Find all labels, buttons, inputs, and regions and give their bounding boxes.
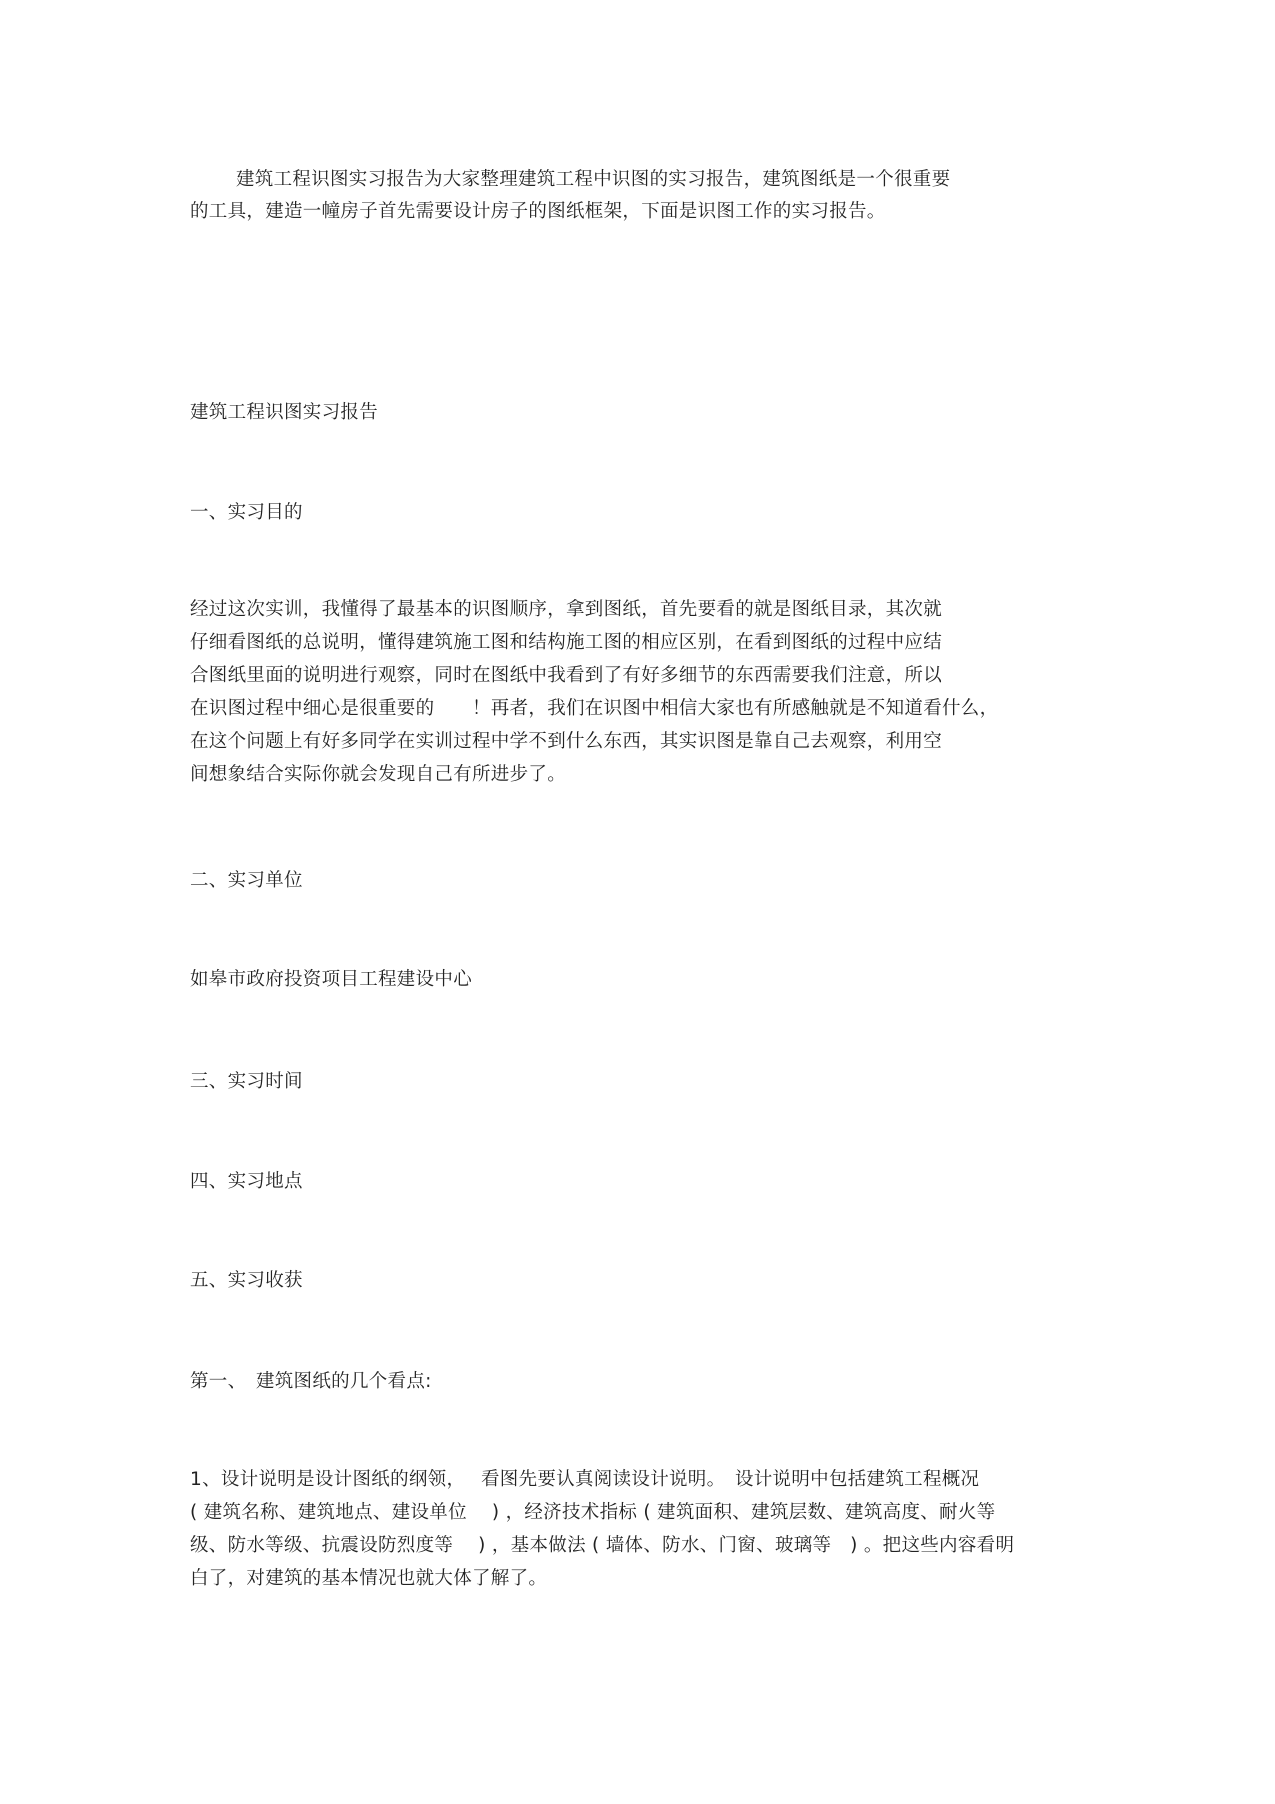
section-1-line-4: 在识图过程中细心是很重要的 ！再者，我们在识图中相信大家也有所感触就是不知道看什么，	[190, 698, 999, 719]
item-1-line-4: 白了，对建筑的基本情况也就大体了解了。	[190, 1568, 548, 1589]
item-1-line-3: 级、防水等级、抗震设防烈度等 ) ，基本做法 ( 墙体、防水、门窗、玻璃等 ) 。把这些内容看明	[190, 1535, 1015, 1556]
intro-line-2: 的工具，建造一幢房子首先需要设计房子的图纸框架，下面是识图工作的实习报告。	[190, 201, 886, 222]
section-3-heading: 三、实习时间	[190, 1071, 303, 1092]
intro-line-1: 建筑工程识图实习报告为大家整理建筑工程中识图的实习报告，建筑图纸是一个很重要	[236, 169, 951, 190]
part-1-heading: 第一、 建筑图纸的几个看点:	[190, 1371, 432, 1392]
section-4-heading: 四、实习地点	[190, 1171, 303, 1192]
section-1-line-3: 合图纸里面的说明进行观察，同时在图纸中我看到了有好多细节的东西需要我们注意，所以	[190, 665, 943, 686]
section-2-body: 如皋市政府投资项目工程建设中心	[190, 969, 473, 990]
item-1-line-2: ( 建筑名称、建筑地点、建设单位 ) ，经济技术指标 ( 建筑面积、建筑层数、建筑高度、耐火等	[190, 1502, 996, 1523]
section-1-line-5: 在这个问题上有好多同学在实训过程中学不到什么东西，其实识图是靠自己去观察，利用空	[190, 731, 943, 752]
document-title: 建筑工程识图实习报告	[190, 402, 379, 423]
item-1-line-1: 1、设计说明是设计图纸的纲领， 看图先要认真阅读设计说明。 设计说明中包括建筑工程概况	[190, 1469, 980, 1490]
section-1-line-2: 仔细看图纸的总说明，懂得建筑施工图和结构施工图的相应区别，在看到图纸的过程中应结	[190, 632, 943, 653]
section-5-heading: 五、实习收获	[190, 1270, 303, 1291]
section-1-heading: 一、实习目的	[190, 502, 303, 523]
section-2-heading: 二、实习单位	[190, 870, 303, 891]
section-1-line-6: 间想象结合实际你就会发现自己有所进步了。	[190, 764, 567, 785]
section-1-line-1: 经过这次实训，我懂得了最基本的识图顺序，拿到图纸，首先要看的就是图纸目录，其次就	[190, 599, 943, 620]
